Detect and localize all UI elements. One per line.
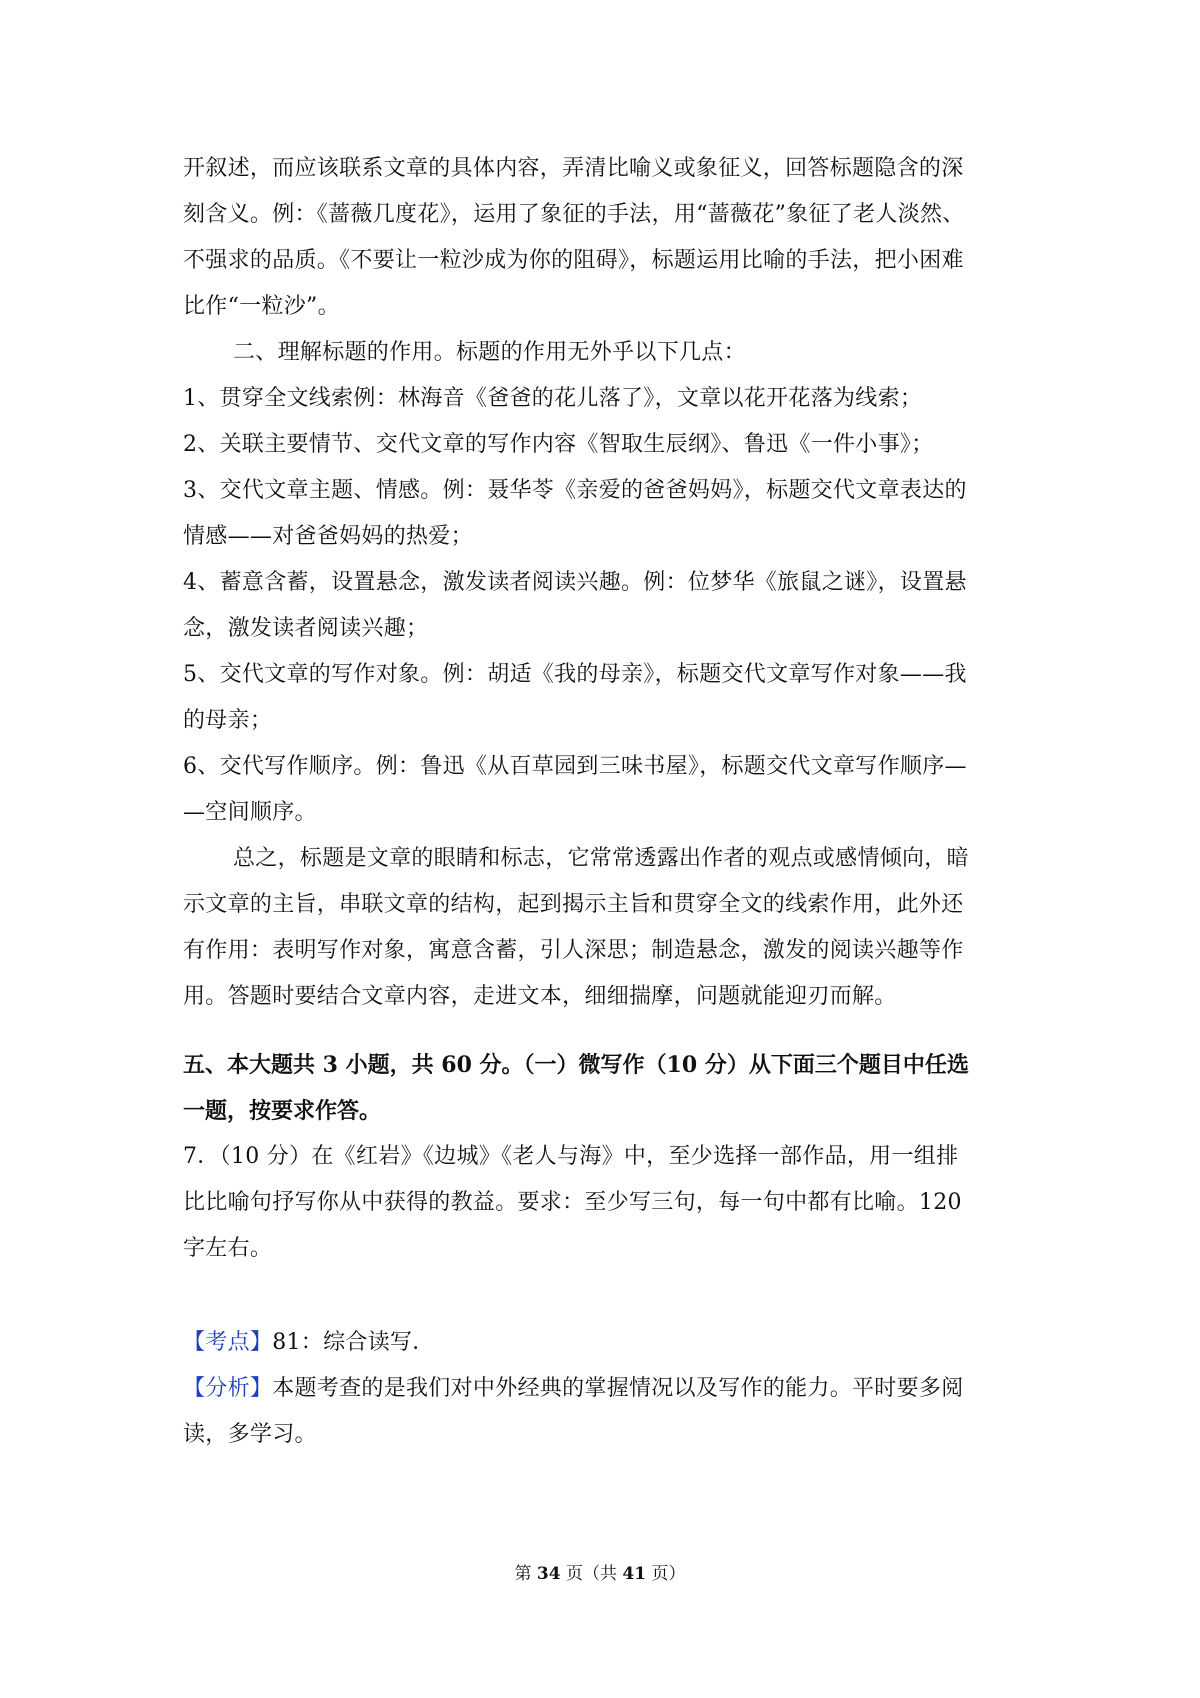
section-five-heading: 五、本大题共 3 小题，共 60 分。（一）微写作（10 分）从下面三个题目中任选 [183, 1052, 969, 1078]
list-item-6-cont: —空间顺序。 [183, 800, 317, 825]
summary-line: 用。答题时要结合文章内容，走进文本，细细揣摩，问题就能迎刃而解。 [183, 984, 897, 1009]
question-7-cont: 字左右。 [183, 1236, 273, 1261]
section-two-title: 二、理解标题的作用。标题的作用无外乎以下几点： [233, 340, 746, 365]
list-item-4: 4、蓄意含蓄，设置悬念，激发读者阅读兴趣。例：位梦华《旅鼠之谜》，设置悬 [183, 570, 967, 595]
footer-suffix: 页） [646, 1564, 686, 1584]
list-item-3-cont: 情感——对爸爸妈妈的热爱； [183, 524, 473, 549]
summary-paragraph: 总之，标题是文章的眼睛和标志，它常常透露出作者的观点或感情倾向，暗 [233, 846, 969, 871]
question-7: 7．（10 分）在《红岩》《边城》《老人与海》中，至少选择一部作品，用一组排 [183, 1144, 959, 1169]
page-content [183, 146, 1028, 1458]
kaodian-text: 81：综合读写． [272, 1330, 435, 1355]
list-item-5: 5、交代文章的写作对象。例：胡适《我的母亲》，标题交代文章写作对象——我 [183, 662, 967, 687]
page-footer [0, 1562, 1200, 1586]
fenxi-line [183, 1366, 1028, 1412]
summary-line: 示文章的主旨，串联文章的结构，起到揭示主旨和贯穿全文的线索作用，此外还 [183, 892, 964, 917]
fenxi-line-cont: 读，多学习。 [183, 1422, 317, 1447]
body-line: 开叙述，而应该联系文章的具体内容，弄清比喻义或象征义，回答标题隐含的深 [183, 156, 964, 181]
body-line: 比作“一粒沙”。 [183, 294, 340, 319]
section-five-heading-cont: 一题，按要求作答。 [183, 1098, 382, 1124]
question-7-cont: 比比喻句抒写你从中获得的教益。要求：至少写三句，每一句中都有比喻。120 [183, 1190, 962, 1215]
body-line: 不强求的品质。《不要让一粒沙成为你的阻碍》，标题运用比喻的手法，把小困难 [183, 248, 964, 273]
body-line: 刻含义。例：《蔷薇几度花》，运用了象征的手法，用“蔷薇花”象征了老人淡然、 [183, 202, 965, 227]
footer-total-pages: 41 [622, 1564, 647, 1584]
footer-prefix: 第 [514, 1564, 537, 1584]
list-item-2: 2、关联主要情节、交代文章的写作内容《智取生辰纲》、鲁迅《一件小事》； [183, 432, 934, 457]
fenxi-tag: 【分析】 [183, 1376, 273, 1401]
list-item-1: 1、贯穿全文线索例：林海音《爸爸的花儿落了》，文章以花开花落为线索； [183, 386, 923, 411]
kaodian-tag: 【考点】 [183, 1330, 273, 1355]
fenxi-text: 本题考查的是我们对中外经典的掌握情况以及写作的能力。平时要多阅 [272, 1376, 964, 1401]
list-item-3: 3、交代文章主题、情感。例：聂华苓《亲爱的爸爸妈妈》，标题交代文章表达的 [183, 478, 967, 503]
footer-page-number: 34 [536, 1564, 561, 1584]
list-item-5-cont: 的母亲； [183, 708, 273, 733]
kaodian-line [183, 1320, 1028, 1366]
footer-middle: 页（共 [560, 1564, 623, 1584]
summary-line: 有作用：表明写作对象，寓意含蓄，引人深思；制造悬念，激发的阅读兴趣等作 [183, 938, 964, 963]
list-item-6: 6、交代写作顺序。例：鲁迅《从百草园到三味书屋》，标题交代文章写作顺序— [183, 754, 967, 779]
list-item-4-cont: 念，激发读者阅读兴趣； [183, 616, 429, 641]
